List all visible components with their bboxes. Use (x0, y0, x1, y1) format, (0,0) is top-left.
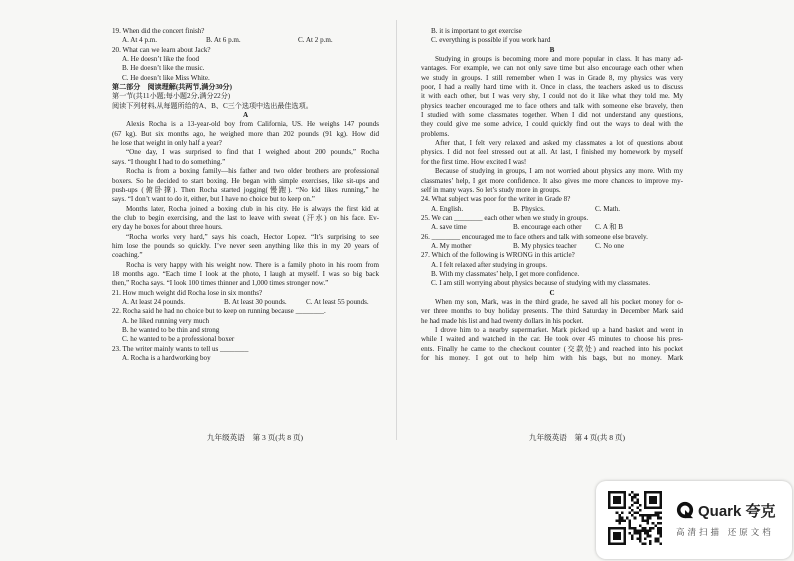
page-4-text (421, 27, 683, 363)
passage-line: Months later, Rocha joined a boxing club in his city. He is always the first kid at (126, 204, 379, 213)
option: B. With my classmates’ help, I get more confidence. (431, 269, 580, 278)
passage-line: problems. (421, 129, 450, 138)
option: A. English. (431, 204, 464, 213)
quark-brand: Quark 夸克 (698, 503, 776, 520)
question-21-options (112, 298, 379, 307)
passage-line: push-ups (俯卧撑). Then Rocha started jogging(慢跑). “No kid likes running,” he (112, 185, 379, 194)
option: B. Physics. (513, 204, 545, 213)
passage-line: After that, I felt very relaxed and asked my classmates a lot of questions about (435, 139, 683, 148)
question-27: 27. Which of the following is WRONG in this article? (421, 251, 575, 260)
option: A. Rocha is a hardworking boy (122, 354, 211, 363)
question-26-options (421, 242, 683, 251)
option: A. he liked running very much (122, 316, 210, 325)
option: C. He doesn’t like Miss White. (122, 73, 210, 82)
option: C. I am still worrying about physics because of studying with my classmates. (431, 279, 651, 288)
option: A. At 4 p.m. (122, 36, 158, 45)
passage-line: Rocha is very happy with his weight now. There is a family photo in his room from (126, 260, 379, 269)
passage-line: Because of studying in groups, I am not worried about physics any more. With my (435, 167, 683, 176)
passage-line: him lose the pounds so quickly. I’ve never seen anything like this in my 20 years of (112, 241, 379, 250)
passage-line: I studied with some classmates together. When I did not understand any questions, (421, 111, 683, 120)
question-25: 25. We can ________ each other when we study in groups. (421, 213, 589, 222)
option: B. At least 30 pounds. (224, 297, 287, 306)
passage-line: for his money. I got out to help him with his bags, but no money. Mark (421, 354, 683, 363)
passage-line: for the first time. How excited I was! (421, 157, 527, 166)
qr-code-icon (608, 491, 662, 545)
passage-line: while I waited and watched in the car. He took over 45 minutes to choose his pres- (421, 335, 683, 344)
passage-line: boxers. So he decided to start boxing. He began with simple exercises, like sit-ups and (112, 176, 379, 185)
passage-line: coaching.” (112, 251, 143, 260)
question-19: 19. When did the concert finish? (112, 27, 205, 35)
passage-line: they could give me some advice, I could quickly find out the ways to deal with the (421, 120, 683, 129)
question-23: 23. The writer mainly wants to tell us ________ (112, 344, 249, 353)
option: A. I felt relaxed after studying in groups. (431, 260, 548, 269)
passage-line: ver three months to buy holiday presents. The third Saturday in December Mark said (421, 307, 683, 316)
passage-line: “Rocha works very hard,” says his coach, Hector Lopez. “It’s surprising to see (126, 232, 379, 241)
option: A. save time (431, 223, 467, 232)
passage-line: “One day, I was surprised to find that I weighed about 200 pounds,” Rocha (126, 148, 379, 157)
question-26: 26. ________ encouraged me to face others and talk with someone else bravely. (421, 232, 648, 241)
passage-line: he had made his list and had twenty dollars in his pocket. (421, 316, 584, 325)
option: B. He doesn’t like the music. (122, 64, 205, 73)
option: C. No one (595, 241, 624, 250)
passage-label-a: A (242, 111, 249, 120)
option: C. everything is possible if you work hard (431, 36, 551, 45)
option: C. At least 55 pounds. (306, 297, 369, 306)
instructions: 阅读下列材料,从每题所给的A、B、C三个选项中选出最佳选项。 (112, 101, 313, 110)
option: C. A 和 B (595, 223, 623, 232)
passage-line: ents. Finally he came to the checkout counter (交款处) and reached into his pocket (421, 344, 683, 353)
passage-line: then,” Rocha says. “I look 100 times thinner and 1,000 times stronger now.” (112, 279, 329, 288)
passage-line: physics teacher encouraged me to face others and talk with someone else bravely, then (421, 101, 683, 110)
passage-line: 18 months ago. “Each time I look at the photo, I laugh at myself. I was so big back (112, 269, 379, 278)
passage-line: he lose that weight in only half a year? (112, 139, 222, 148)
passage-label-c: C (549, 288, 555, 297)
passage-line: vantages. For example, we can not only save time but also encourage each other when (421, 64, 683, 73)
question-25-options (421, 223, 683, 232)
question-20: 20. What can we learn about Jack? (112, 45, 211, 54)
option: B. At 6 p.m. (206, 36, 241, 45)
option: C. At 2 p.m. (298, 36, 333, 45)
option: B. he wanted to be thin and strong (122, 326, 220, 334)
page-3-text (112, 27, 379, 363)
passage-line: poor, I had a really hard time with it. Once in class, the teachers asked us to discuss (421, 83, 683, 92)
passage-line: self in many ways. So let’s study more in groups. (421, 185, 561, 194)
option: B. My physics teacher (513, 241, 577, 250)
subsection-heading: 第一节(共11小题;每小题2分,满分22分) (112, 92, 231, 101)
quark-watermark (596, 481, 792, 559)
passage-line: When my son, Mark, was in the third grade, he saved all his pocket money for o- (435, 297, 683, 306)
option: B. it is important to get exercise (431, 27, 522, 35)
passage-line: Rocha is from a boxing family—his father and two older brothers are professional (126, 167, 379, 176)
option: C. Math. (595, 204, 621, 213)
page-footer: 九年级英语 第 3 页(共 8 页) (206, 433, 304, 442)
question-22: 22. Rocha said he had no choice but to keep on running because ________. (112, 307, 326, 316)
passage-line: says. “I thought I had to do something.” (112, 157, 226, 166)
passage-line: says. “I don’t want to do it, either, but I have no choice but to keep on.” (112, 195, 315, 204)
passage-line: it with each other, but I was very shy, I could not do it like what they told me. My (421, 92, 683, 101)
passage-line: ery day he boxes for about three hours. (112, 223, 223, 232)
passage-line: we study in groups. I still remember when I was in Grade 8, my physics was very (421, 73, 683, 82)
passage-line: I drove him to a nearby supermarket. Mark picked up a hand basket and went in (435, 326, 683, 334)
question-24-options (421, 205, 683, 214)
option: A. At least 24 pounds. (122, 297, 186, 306)
option: A. He doesn’t like the food (122, 55, 200, 64)
page-footer: 九年级英语 第 4 页(共 8 页) (528, 433, 626, 442)
page-4 (397, 0, 794, 561)
passage-line: classmates’ help, I get more confidence. It also gives me more chances to improve my- (421, 176, 683, 185)
passage-line: (67 kg). But six months ago, he weighed more than 202 pounds (91 kg). How did (112, 129, 379, 138)
quark-logo-icon (676, 501, 694, 519)
passage-line: Studying in groups is becoming more and more popular in class. It has many ad- (435, 55, 683, 64)
passage-line: physics. I did not feel stressed out at all. At last, I finished my homework by myself (421, 148, 683, 157)
quark-subtitle: 高清扫描 还原文档 (676, 528, 774, 538)
passage-line: Alexis Rocha is a 13-year-old boy from California, US. He weighs 147 pounds (126, 120, 379, 129)
option: C. he wanted to be a professional boxer (122, 335, 235, 344)
option: A. My mother (431, 241, 472, 250)
passage-line: the club to begin exercising, and the last to leave with sweat (汗水) on his face. Ev- (112, 213, 379, 222)
section-heading: 第二部分 阅读理解(共两节,满分30分) (112, 83, 232, 92)
question-21: 21. How much weight did Rocha lose in six months? (112, 288, 263, 297)
question-19-options (112, 36, 379, 45)
question-24: 24. What subject was poor for the writer in Grade 8? (421, 195, 571, 204)
passage-label-b: B (549, 45, 555, 54)
option: B. encourage each other (513, 223, 582, 232)
